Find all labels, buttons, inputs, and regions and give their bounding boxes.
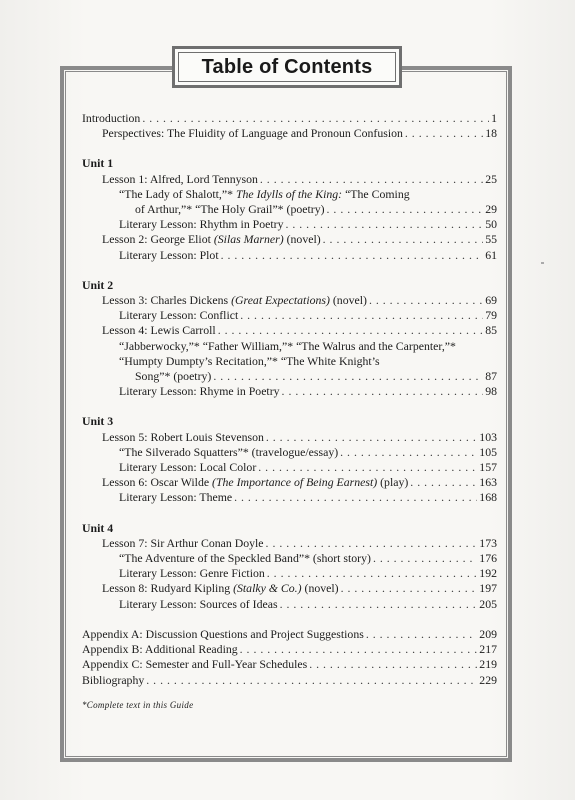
toc-entry-lesson-4[interactable]: [82, 323, 497, 338]
section-gap: [82, 612, 497, 627]
toc-entry-perspectives[interactable]: [82, 126, 497, 141]
toc-entry-lesson-7[interactable]: [82, 536, 497, 551]
toc-entry-introduction[interactable]: [82, 111, 497, 126]
entry-label: of Arthur,”* “The Holy Grail”* (poetry): [135, 202, 325, 217]
toc-entry-lesson-2[interactable]: [82, 232, 497, 247]
toc-entry-literary-lesson[interactable]: [82, 308, 497, 323]
toc-entry-literary-lesson[interactable]: [82, 490, 497, 505]
toc-entry-literary-lesson[interactable]: [82, 566, 497, 581]
entry-page: 61: [485, 247, 497, 262]
entry-page: 205: [479, 596, 497, 611]
dot-leader: [405, 126, 483, 141]
toc-entry-lesson-1[interactable]: [82, 172, 497, 187]
entry-label: Literary Lesson: Rhythm in Poetry: [119, 217, 284, 232]
dot-leader: [366, 627, 477, 642]
entry-page: 1: [491, 111, 497, 125]
entry-page: 69: [485, 293, 497, 308]
entry-page: 98: [485, 384, 497, 399]
entry-label: Appendix C: Semester and Full-Year Schedules: [82, 657, 308, 672]
entry-label: [102, 581, 339, 596]
entry-label: [102, 293, 367, 308]
dot-leader: [146, 673, 477, 688]
unit-heading: Unit 4: [82, 520, 114, 535]
dot-leader: [341, 581, 478, 596]
dot-leader: [285, 217, 483, 232]
dot-leader: [213, 369, 483, 384]
entry-label: Literary Lesson: Plot: [119, 247, 219, 262]
dot-leader: [280, 597, 478, 612]
entry-page: 18: [485, 126, 497, 141]
entry-label: [102, 232, 321, 247]
entry-italic-title: (Stalky & Co.): [233, 581, 302, 596]
entry-label: Appendix B: Additional Reading: [82, 642, 238, 657]
entry-page: 209: [479, 626, 497, 641]
entry-page: 217: [479, 642, 497, 657]
page-title: Table of Contents: [201, 55, 373, 78]
entry-page: 173: [479, 535, 497, 550]
dot-leader: [142, 111, 489, 126]
entry-label: Literary Lesson: Rhyme in Poetry: [119, 384, 280, 399]
dot-leader: [267, 566, 478, 581]
unit-heading: Unit 1: [82, 156, 114, 171]
entry-text: Lesson 3: Charles Dickens: [102, 293, 232, 308]
entry-italic-title: (The Importance of Being Earnest): [212, 475, 378, 490]
entry-page: 176: [479, 551, 497, 566]
toc-entry-lesson-5[interactable]: [82, 430, 497, 445]
entry-page: 163: [479, 475, 497, 490]
entry-page: 29: [485, 202, 497, 217]
toc-entry-literary-lesson[interactable]: [82, 597, 497, 612]
toc-entry-appendix-b[interactable]: [82, 642, 497, 657]
entry-text: “The Lady of Shalott,”*: [119, 186, 236, 201]
entry-label: Literary Lesson: Local Color: [119, 460, 257, 475]
dot-leader: [327, 202, 484, 217]
toc-entry-continuation: [82, 187, 497, 202]
entry-text: “The Coming: [342, 186, 410, 201]
toc-entry-carroll-works[interactable]: [82, 369, 497, 384]
toc-entry-doyle-work[interactable]: [82, 551, 497, 566]
entry-page: 87: [485, 369, 497, 384]
entry-page: 85: [485, 323, 497, 338]
toc-entry-continuation: “Jabberwocky,”* “Father William,”* “The Walrus and the Carpenter,”*: [119, 338, 456, 353]
entry-text: Lesson 6: Oscar Wilde: [102, 475, 213, 490]
entry-italic-title: The Idylls of the King:: [235, 186, 343, 201]
entry-label: Literary Lesson: Theme: [119, 490, 233, 505]
entry-label: Lesson 5: Robert Louis Stevenson: [102, 429, 264, 444]
entry-label: “The Adventure of the Speckled Band”* (short story): [119, 551, 371, 566]
entry-text: (play): [377, 475, 409, 490]
unit-heading: Unit 3: [82, 414, 114, 429]
dot-leader: [240, 642, 478, 657]
dot-leader: [221, 248, 484, 263]
toc-entry-literary-lesson[interactable]: [82, 460, 497, 475]
unit-heading: Unit 2: [82, 277, 114, 292]
entry-page: 192: [479, 566, 497, 581]
entry-page: 197: [479, 581, 497, 596]
dot-leader: [266, 430, 477, 445]
dot-leader: [282, 384, 484, 399]
dot-leader: [240, 308, 483, 323]
dot-leader: [369, 293, 483, 308]
entry-page: 25: [485, 171, 497, 186]
dot-leader: [323, 232, 484, 247]
dot-leader: [258, 460, 477, 475]
dot-leader: [410, 475, 477, 490]
entry-page: 103: [479, 429, 497, 444]
entry-label: Literary Lesson: Sources of Ideas: [119, 596, 278, 611]
entry-text: (novel): [301, 581, 339, 596]
entry-label: Lesson 7: Sir Arthur Conan Doyle: [102, 535, 264, 550]
entry-italic-title: (Great Expectations): [231, 293, 330, 308]
dot-leader: [340, 445, 477, 460]
paper-speck: [541, 262, 544, 264]
toc-entry-literary-lesson[interactable]: [82, 217, 497, 232]
entry-page: 168: [479, 490, 497, 505]
toc-entry-lesson-6[interactable]: [82, 475, 497, 490]
entry-page: 50: [485, 217, 497, 232]
dot-leader: [260, 172, 483, 187]
toc-entry-lesson-3[interactable]: [82, 293, 497, 308]
entry-label: Song”* (poetry): [135, 369, 212, 384]
entry-label: Lesson 1: Alfred, Lord Tennyson: [102, 171, 258, 186]
toc-entry-tennyson-works[interactable]: [82, 202, 497, 217]
entry-page: 105: [479, 444, 497, 459]
entry-label: Introduction: [82, 111, 141, 125]
toc-entry-lesson-8[interactable]: [82, 581, 497, 596]
entry-label: “The Silverado Squatters”* (travelogue/essay): [119, 444, 339, 459]
entry-italic-title: (Silas Marner): [213, 232, 284, 247]
toc-entry-literary-lesson[interactable]: [82, 248, 497, 263]
table-of-contents: [82, 111, 497, 713]
toc-entry-stevenson-work[interactable]: [82, 445, 497, 460]
entry-page: 219: [479, 657, 497, 672]
dot-leader: [373, 551, 477, 566]
title-banner: [172, 46, 402, 88]
entry-text: (novel): [329, 293, 367, 308]
dot-leader: [266, 536, 478, 551]
entry-label: Literary Lesson: Conflict: [119, 308, 239, 323]
entry-label: Lesson 4: Lewis Carroll: [102, 323, 216, 338]
toc-entry-bibliography[interactable]: [82, 673, 497, 688]
toc-entry-literary-lesson[interactable]: [82, 384, 497, 399]
dot-leader: [309, 657, 477, 672]
dot-leader: [218, 323, 484, 338]
entry-page: 229: [479, 672, 497, 687]
entry-label: Appendix A: Discussion Questions and Project Suggestions: [82, 626, 364, 641]
footnote: *Complete text in this Guide: [82, 699, 194, 710]
entry-page: 157: [479, 460, 497, 475]
entry-label: Bibliography: [82, 672, 145, 687]
toc-entry-appendix-a[interactable]: [82, 627, 497, 642]
entry-label: Perspectives: The Fluidity of Language and Pronoun Confusion: [102, 126, 403, 141]
entry-text: (novel): [283, 232, 321, 247]
entry-label: [102, 475, 408, 490]
entry-text: Lesson 8: Rudyard Kipling: [102, 581, 234, 596]
entry-text: Lesson 2: George Eliot: [102, 232, 214, 247]
toc-entry-continuation: “Humpty Dumpty’s Recitation,”* “The White Knight’s: [119, 353, 380, 368]
entry-page: 79: [485, 308, 497, 323]
entry-label: Literary Lesson: Genre Fiction: [119, 566, 265, 581]
entry-page: 55: [485, 232, 497, 247]
dot-leader: [234, 490, 477, 505]
toc-entry-appendix-c[interactable]: [82, 657, 497, 672]
